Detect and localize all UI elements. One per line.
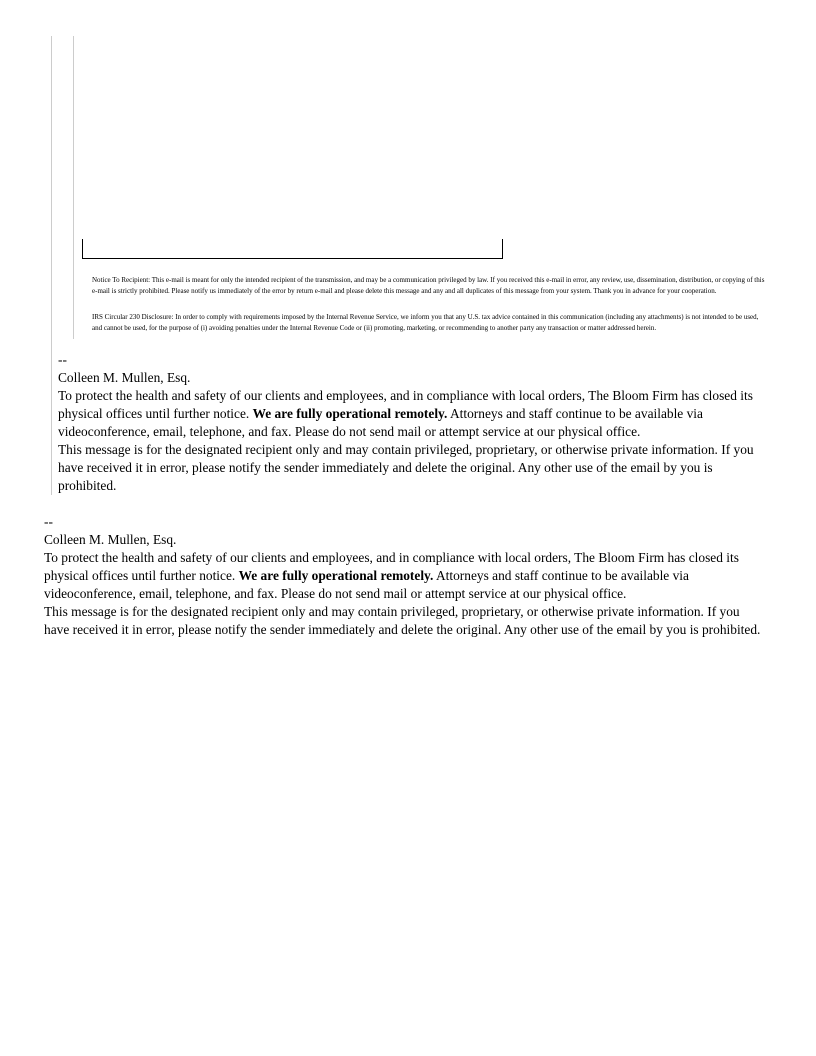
quoted-signature-block bbox=[58, 351, 770, 495]
quoted-email-level-2 bbox=[73, 36, 772, 339]
covid-notice-text-after: Attorneys and staff continue to be available via videoconference, email, telephone, and fax. Please do not send mail or attempt service at our physical office. bbox=[58, 406, 703, 440]
covid-notice-bold-text: We are fully operational remotely. bbox=[252, 406, 448, 422]
blank-quoted-content-area bbox=[82, 36, 772, 239]
irs-circular-230-disclaimer: IRS Circular 230 Disclosure: In order to comply with requirements imposed by the Internal Revenue Service, we inform you that any U.S. tax advice contained in this communication (including any attachments) is not intended to be used, and cannot be used, for the purpose of (i) avoiding penalties under the Internal Revenue Code or (ii) promoting, marketing, or recommending to another party any transaction or matter addressed herein. bbox=[92, 313, 759, 332]
quoted-email-level-1 bbox=[51, 36, 772, 495]
signature-name: Colleen M. Mullen, Esq. bbox=[58, 370, 191, 386]
signature-block bbox=[44, 513, 762, 639]
notice-to-recipient-disclaimer: Notice To Recipient: This e-mail is meant for only the intended recipient of the transmission, and may be a communication privileged by law. If you received this e-mail in error, any review, use, dissemination, distribution, or copying of this e-mail is strictly prohibited. Please notify us immediately of the error by return e-mail and please delete this message and any and all duplicates of this message from your system. Thank you in advance for your cooperation. bbox=[92, 276, 765, 295]
covid-notice-bold-text: We are fully operational remotely. bbox=[238, 568, 434, 584]
covid-notice-text: To protect the health and safety of our clients and employees, and in compliance with local orders, The Bloom Firm has closed its physical offices until further notice. bbox=[44, 550, 739, 584]
unloaded-image-frame bbox=[82, 239, 503, 259]
signature-name: Colleen M. Mullen, Esq. bbox=[44, 532, 177, 548]
covid-office-closure-notice bbox=[44, 549, 762, 603]
signature-separator: -- bbox=[44, 514, 53, 530]
covid-office-closure-notice bbox=[58, 387, 770, 441]
confidentiality-notice: This message is for the designated recipient only and may contain privileged, proprietary, or otherwise private information. If you have received it in error, please notify the sender immediately and delete the original. Any other use of the email by you is prohibited. bbox=[58, 442, 754, 494]
covid-notice-text-after: Attorneys and staff continue to be available via videoconference, email, telephone, and fax. Please do not send mail or attempt service at our physical office. bbox=[44, 568, 689, 602]
legal-disclaimers bbox=[92, 275, 770, 333]
covid-notice-text: To protect the health and safety of our clients and employees, and in compliance with local orders, The Bloom Firm has closed its physical offices until further notice. bbox=[58, 388, 753, 422]
confidentiality-notice: This message is for the designated recipient only and may contain privileged, proprietary, or otherwise private information. If you have received it in error, please notify the sender immediately and delete the original. Any other use of the email by you is prohibited. bbox=[44, 604, 761, 638]
signature-separator: -- bbox=[58, 352, 67, 368]
